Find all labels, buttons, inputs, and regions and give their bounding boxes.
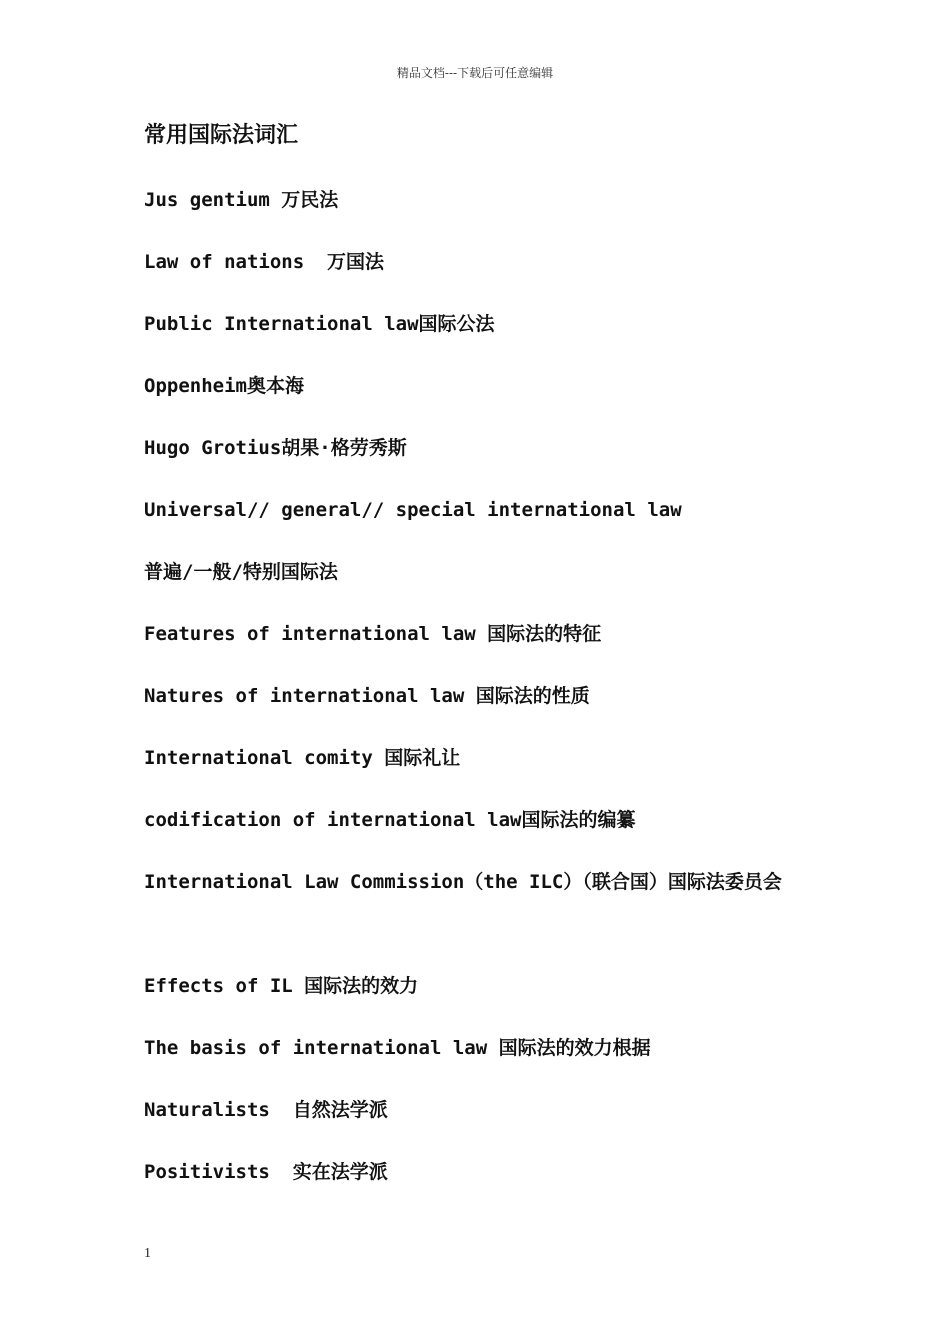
vocabulary-entry: The basis of international law 国际法的效力根据 <box>144 1037 651 1059</box>
vocabulary-entry: Naturalists 自然法学派 <box>144 1099 388 1121</box>
vocabulary-entry: Law of nations 万国法 <box>144 251 385 273</box>
vocabulary-entry: Oppenheim奥本海 <box>144 375 304 397</box>
document-body <box>144 118 814 1214</box>
vocabulary-entry: Natures of international law 国际法的性质 <box>144 685 590 707</box>
page-number: 1 <box>144 1246 151 1261</box>
page-header: 精品文档---下载后可任意编辑 <box>396 66 554 80</box>
vocabulary-entry: Jus gentium 万民法 <box>144 189 339 211</box>
vocabulary-entry: International comity 国际礼让 <box>144 747 461 769</box>
vocabulary-entry: codification of international law国际法的编纂 <box>144 809 636 831</box>
vocabulary-entry: Positivists 实在法学派 <box>144 1161 388 1183</box>
vocabulary-entry: Features of international law 国际法的特征 <box>144 623 602 645</box>
vocabulary-entry: 普遍/一般/特别国际法 <box>144 561 338 583</box>
document-title: 常用国际法词汇 <box>144 123 299 148</box>
vocabulary-entry: International Law Commission（the ILC）（联合国）国际法委员会 <box>144 871 782 893</box>
vocabulary-entry: Effects of IL 国际法的效力 <box>144 975 419 997</box>
vocabulary-entry: Public International law国际公法 <box>144 313 495 335</box>
vocabulary-entry: Hugo Grotius胡果·格劳秀斯 <box>144 437 407 459</box>
vocabulary-entry: Universal// general// special international law <box>144 499 682 521</box>
